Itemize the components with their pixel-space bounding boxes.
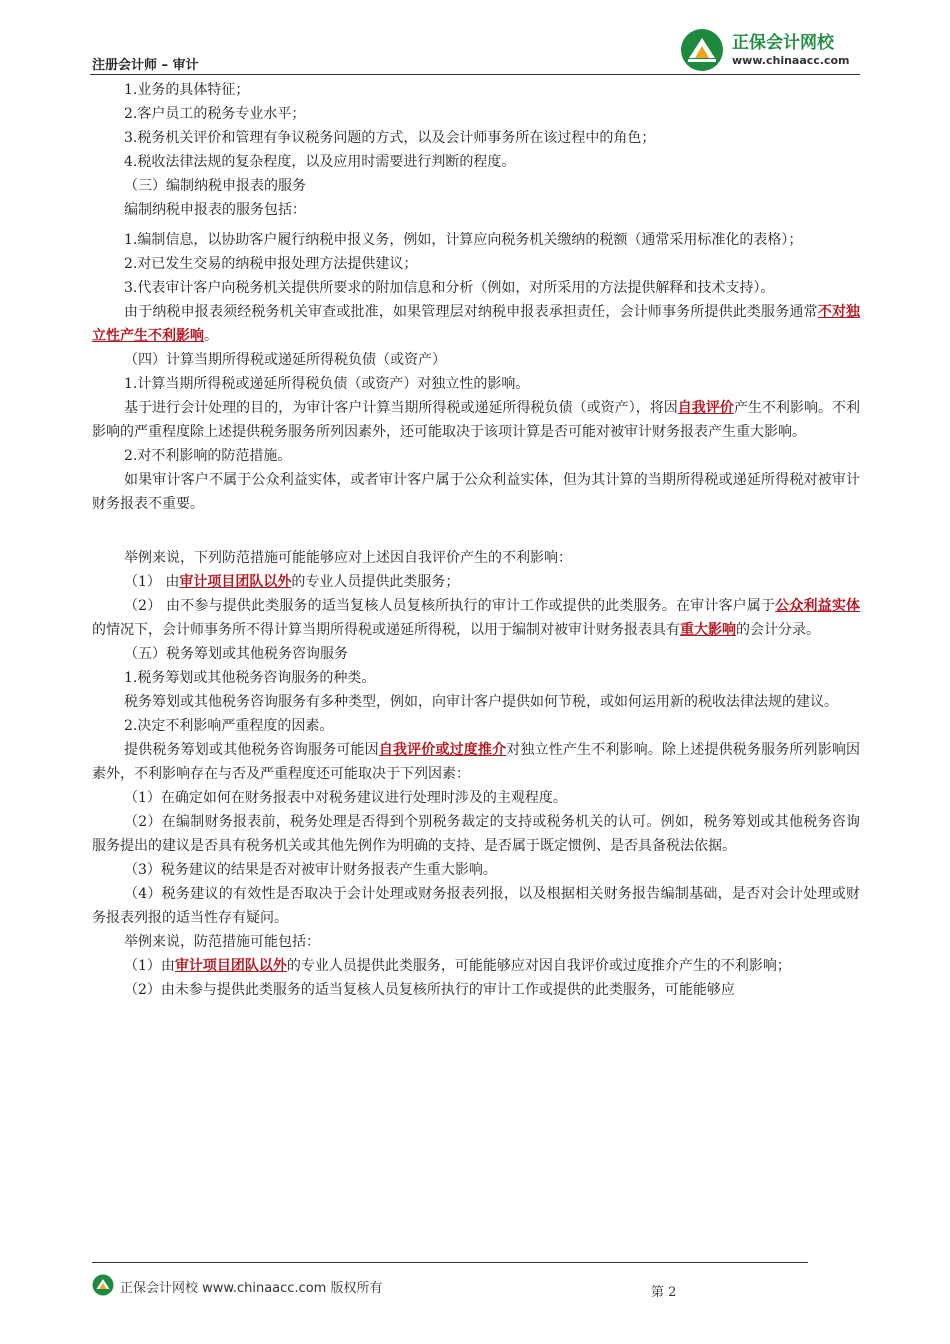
paragraph: 如果审计客户不属于公众利益实体，或者审计客户属于公众利益实体，但为其计算的当期所得税或递延所得税对被审计财务报表不重要。 bbox=[92, 472, 860, 512]
paragraph: 2.对已发生交易的纳税申报处理方法提供建议； bbox=[124, 256, 418, 272]
paragraph: 4.税收法律法规的复杂程度，以及应用时需要进行判断的程度。 bbox=[124, 154, 516, 170]
highlight-term: 自我评价或过度推介 bbox=[378, 742, 507, 758]
paragraph: 1.编制信息，以协助客户履行纳税申报义务，例如，计算应向税务机关缴纳的税额（通常采用标准化的表格）； bbox=[124, 232, 803, 248]
brand-logo-icon bbox=[680, 28, 724, 72]
document-body bbox=[92, 78, 860, 1002]
brand-logo-name: 正保会计网校 bbox=[732, 33, 834, 53]
footer-logo-icon bbox=[92, 1274, 114, 1296]
paragraph: 1.计算当期所得税或递延所得税负债（或资产）对独立性的影响。 bbox=[124, 376, 530, 392]
footer-divider bbox=[92, 1262, 808, 1263]
brand-logo-url: www.chinaacc.com bbox=[732, 54, 850, 67]
highlight-term: 不对独立性产生不利影响 bbox=[92, 304, 861, 344]
header-divider bbox=[90, 74, 860, 75]
paragraph: （1）由审计项目团队以外的专业人员提供此类服务，可能能够应对因自我评价或过度推介产生的不利影响； bbox=[124, 958, 791, 974]
paragraph: 基于进行会计处理的目的，为审计客户计算当期所得税或递延所得税负债（或资产），将因自我评价产生不利影响。不利影响的严重程度除上述提供税务服务所列因素外，还可能取决于该项计算是否可能对被审计财务报表产生重大影响。 bbox=[92, 400, 861, 440]
paragraph: 1.业务的具体特征； bbox=[124, 82, 250, 98]
paragraph: 2.客户员工的税务专业水平； bbox=[124, 106, 306, 122]
copyright-text: 正保会计网校 www.chinaacc.com 版权所有 bbox=[120, 1281, 383, 1296]
highlight-term: 审计项目团队以外 bbox=[174, 958, 287, 974]
section-heading: （四）计算当期所得税或递延所得税负债（或资产） bbox=[124, 352, 446, 368]
paragraph: 2.决定不利影响严重程度的因素。 bbox=[124, 718, 334, 734]
page-number: 第 2 bbox=[651, 1285, 677, 1300]
paragraph: 编制纳税申报表的服务包括： bbox=[124, 202, 306, 218]
paragraph: 举例来说，下列防范措施可能能够应对上述因自我评价产生的不利影响： bbox=[124, 550, 572, 566]
highlight-term: 公众利益实体 bbox=[775, 598, 861, 614]
doc-title: 注册会计师 – 审计 bbox=[92, 58, 199, 73]
paragraph: （2） 由不参与提供此类服务的适当复核人员复核所执行的审计工作或提供的此类服务。在审计客户属于公众利益实体的情况下，会计师事务所不得计算当期所得税或递延所得税，以用于编制对被审计财务报表具有重大影响的会计分录。 bbox=[92, 598, 861, 638]
paragraph: 3.代表审计客户向税务机关提供所要求的附加信息和分析（例如，对所采用的方法提供解释和技术支持）。 bbox=[124, 280, 775, 296]
brand-logo bbox=[680, 26, 870, 74]
paragraph: 提供税务筹划或其他税务咨询服务可能因自我评价或过度推介对独立性产生不利影响。除上述提供税务服务所列影响因素外，不利影响存在与否及严重程度还可能取决于下列因素： bbox=[92, 742, 861, 782]
paragraph: （1）在确定如何在财务报表中对税务建议进行处理时涉及的主观程度。 bbox=[124, 790, 567, 806]
paragraph: 税务筹划或其他税务咨询服务有多种类型，例如，向审计客户提供如何节税，或如何运用新的税收法律法规的建议。 bbox=[124, 694, 838, 710]
paragraph: （2）由未参与提供此类服务的适当复核人员复核所执行的审计工作或提供的此类服务，可能能够应 bbox=[124, 982, 735, 998]
highlight-term: 重大影响 bbox=[680, 622, 736, 638]
paragraph: （2）在编制财务报表前，税务处理是否得到个别税务裁定的支持或税务机关的认可。例如，税务筹划或其他税务咨询服务提出的建议是否具有税务机关或其他先例作为明确的支持、是否属于既定惯例、是否具备税法依据。 bbox=[92, 814, 860, 854]
highlight-term: 自我评价 bbox=[677, 400, 734, 416]
paragraph: 由于纳税申报表须经税务机关审查或批准，如果管理层对纳税申报表承担责任，会计师事务所提供此类服务通常不对独立性产生不利影响。 bbox=[92, 304, 861, 344]
paragraph: （3）税务建议的结果是否对被审计财务报表产生重大影响。 bbox=[124, 862, 497, 878]
paragraph: 3.税务机关评价和管理有争议税务问题的方式，以及会计师事务所在该过程中的角色； bbox=[124, 130, 656, 146]
paragraph: 2.对不利影响的防范措施。 bbox=[124, 448, 292, 464]
section-heading: （三）编制纳税申报表的服务 bbox=[124, 178, 306, 194]
paragraph: （1） 由审计项目团队以外的专业人员提供此类服务； bbox=[124, 574, 460, 590]
paragraph: 1.税务筹划或其他税务咨询服务的种类。 bbox=[124, 670, 376, 686]
highlight-term: 审计项目团队以外 bbox=[179, 574, 292, 590]
paragraph: 举例来说，防范措施可能包括： bbox=[124, 934, 320, 950]
spacer bbox=[92, 516, 860, 546]
section-heading: （五）税务筹划或其他税务咨询服务 bbox=[124, 646, 348, 662]
paragraph: （4）税务建议的有效性是否取决于会计处理或财务报表列报，以及根据相关财务报告编制基础，是否对会计处理或财务报表列报的适当性存有疑问。 bbox=[92, 886, 860, 926]
